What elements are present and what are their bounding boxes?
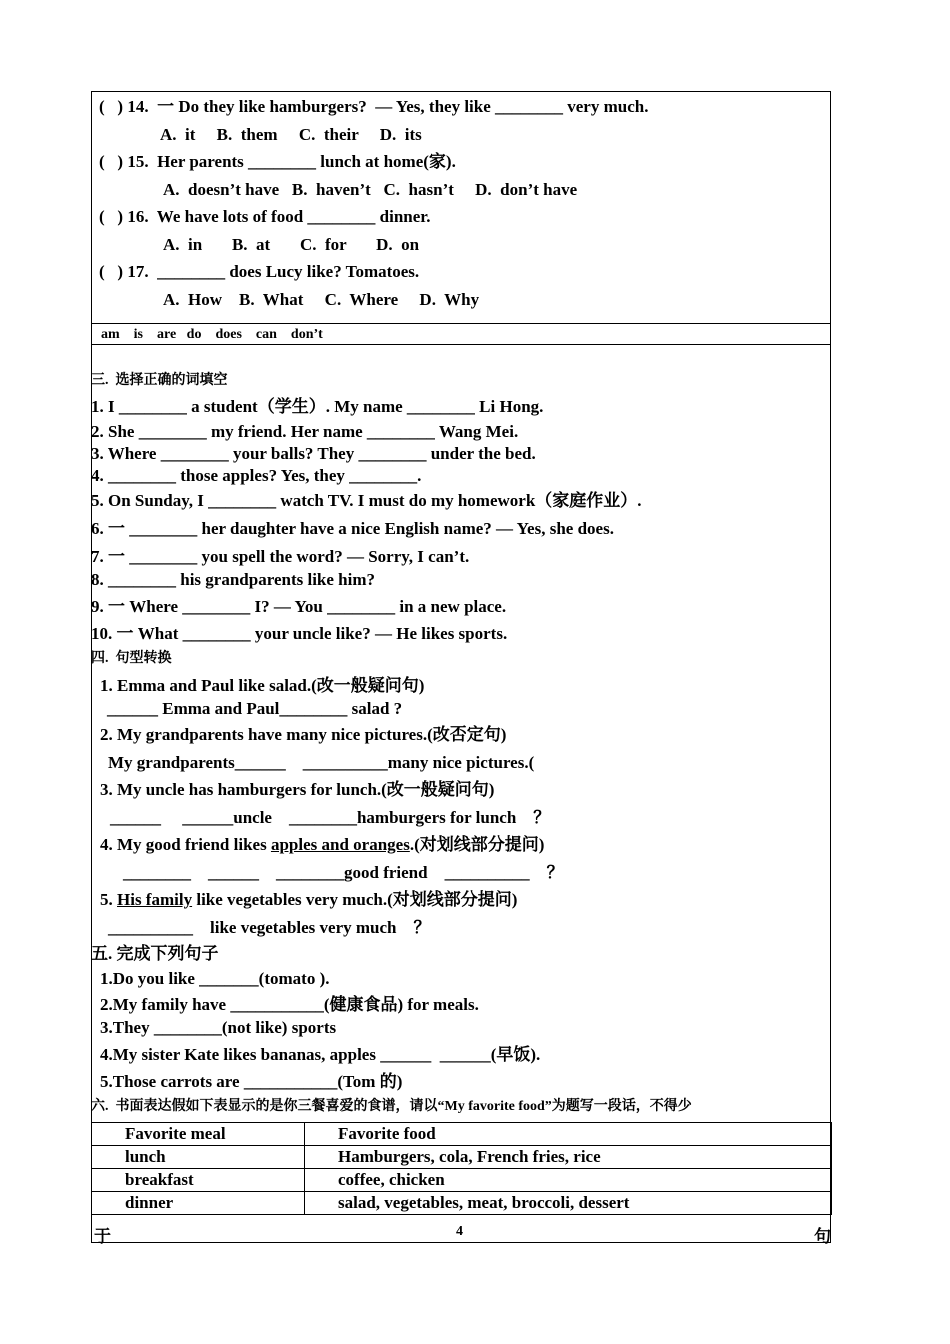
table-cell-food: Hamburgers, cola, French fries, rice bbox=[305, 1146, 832, 1169]
word-bank: am is are do does can don’t bbox=[101, 327, 323, 342]
table-cell-meal: breakfast bbox=[92, 1169, 305, 1192]
s4-answer-2: My grandparents______ __________many nice pictures.( bbox=[108, 753, 535, 772]
s4-answer-4: ________ ______ ________good friend __________ ？ bbox=[123, 863, 564, 882]
s3-item-5: 5. On Sunday, I ________ watch TV. I must do my homework（家庭作业）. bbox=[91, 491, 642, 510]
s3-item-7: 7. 一 ________ you spell the word? — Sorry, I can’t. bbox=[91, 547, 470, 566]
s5-item-3: 3.They ________(not like) sports bbox=[100, 1018, 337, 1037]
s3-item-6: 6. 一 ________ her daughter have a nice English name? — Yes, she does. bbox=[91, 519, 614, 538]
s5-item-2: 2.My family have ___________(健康食品) for meals. bbox=[100, 995, 479, 1014]
s3-item-1: 1. I ________ a student（学生）. My name ________ Li Hong. bbox=[91, 397, 544, 416]
s4-question-4: 4. My good friend likes apples and oranges.(对划线部分提问) bbox=[100, 835, 545, 854]
s3-item-2: 2. She ________ my friend. Her name ________ Wang Mei. bbox=[91, 422, 519, 441]
favorite-food-table bbox=[91, 1122, 832, 1215]
section4-title: 四. 句型转换 bbox=[91, 651, 172, 666]
section5-title: 五. 完成下列句子 bbox=[91, 944, 219, 963]
s4-answer-1: ______ Emma and Paul________ salad ? bbox=[107, 699, 403, 718]
s4-question-3: 3. My uncle has hamburgers for lunch.(改一般疑问句) bbox=[100, 780, 495, 799]
s4-question-1: 1. Emma and Paul like salad.(改一般疑问句) bbox=[100, 676, 425, 695]
s4-answer-3: ______ ______uncle ________hamburgers for lunch ？ bbox=[110, 808, 551, 827]
table-header-food: Favorite food bbox=[305, 1123, 832, 1146]
mc-question-15: ( ) 15. Her parents ________ lunch at home(家). bbox=[99, 152, 456, 171]
s3-item-8: 8. ________ his grandparents like him? bbox=[91, 570, 376, 589]
table-header-row bbox=[92, 1123, 832, 1146]
table-cell-meal: lunch bbox=[92, 1146, 305, 1169]
s3-item-10: 10. 一 What ________ your uncle like? — He likes sports. bbox=[91, 624, 508, 643]
table-cell-meal: dinner bbox=[92, 1192, 305, 1215]
section3-title: 三. 选择正确的词填空 bbox=[91, 373, 228, 388]
s5-item-4: 4.My sister Kate likes bananas, apples ______ ______(早饭). bbox=[100, 1045, 541, 1064]
mc-options-17: A. How B. What C. Where D. Why bbox=[163, 290, 480, 309]
section6-title: 六. 书面表达假如下表显示的是你三餐喜爱的食谱，请以“My favorite food”为题写一段话，不得少 bbox=[91, 1099, 692, 1114]
page-number: 4 bbox=[456, 1224, 463, 1239]
table-cell-food: salad, vegetables, meat, broccoli, dessert bbox=[305, 1192, 832, 1215]
table-cell-food: coffee, chicken bbox=[305, 1169, 832, 1192]
footer-right-char: 句 bbox=[814, 1227, 831, 1246]
footer-left-char: 于 bbox=[94, 1227, 111, 1246]
mc-question-17: ( ) 17. ________ does Lucy like? Tomatoes. bbox=[99, 262, 420, 281]
table-row bbox=[92, 1192, 832, 1215]
s5-item-1: 1.Do you like _______(tomato ). bbox=[100, 969, 330, 988]
mc-options-15: A. doesn’t have B. haven’t C. hasn’t D. don’t have bbox=[163, 180, 578, 199]
s4-question-2: 2. My grandparents have many nice pictures.(改否定句) bbox=[100, 725, 507, 744]
divider-top-wordbank bbox=[91, 323, 831, 324]
mc-options-14: A. it B. them C. their D. its bbox=[160, 125, 422, 144]
s5-item-5: 5.Those carrots are ___________(Tom 的) bbox=[100, 1072, 403, 1091]
s4-question-5: 5. His family like vegetables very much.(对划线部分提问) bbox=[100, 890, 518, 909]
s3-item-3: 3. Where ________ your balls? They ________ under the bed. bbox=[91, 444, 536, 463]
mc-question-16: ( ) 16. We have lots of food ________ dinner. bbox=[99, 207, 431, 226]
mc-question-14: ( ) 14. 一 Do they like hamburgers? — Yes, they like ________ very much. bbox=[99, 97, 649, 116]
mc-options-16: A. in B. at C. for D. on bbox=[163, 235, 420, 254]
table-header-meal: Favorite meal bbox=[92, 1123, 305, 1146]
table-row bbox=[92, 1146, 832, 1169]
s4-answer-5: __________ like vegetables very much ？ bbox=[108, 918, 431, 937]
s3-item-9: 9. 一 Where ________ I? — You ________ in a new place. bbox=[91, 597, 507, 616]
table-row bbox=[92, 1169, 832, 1192]
s3-item-4: 4. ________ those apples? Yes, they ________. bbox=[91, 466, 422, 485]
